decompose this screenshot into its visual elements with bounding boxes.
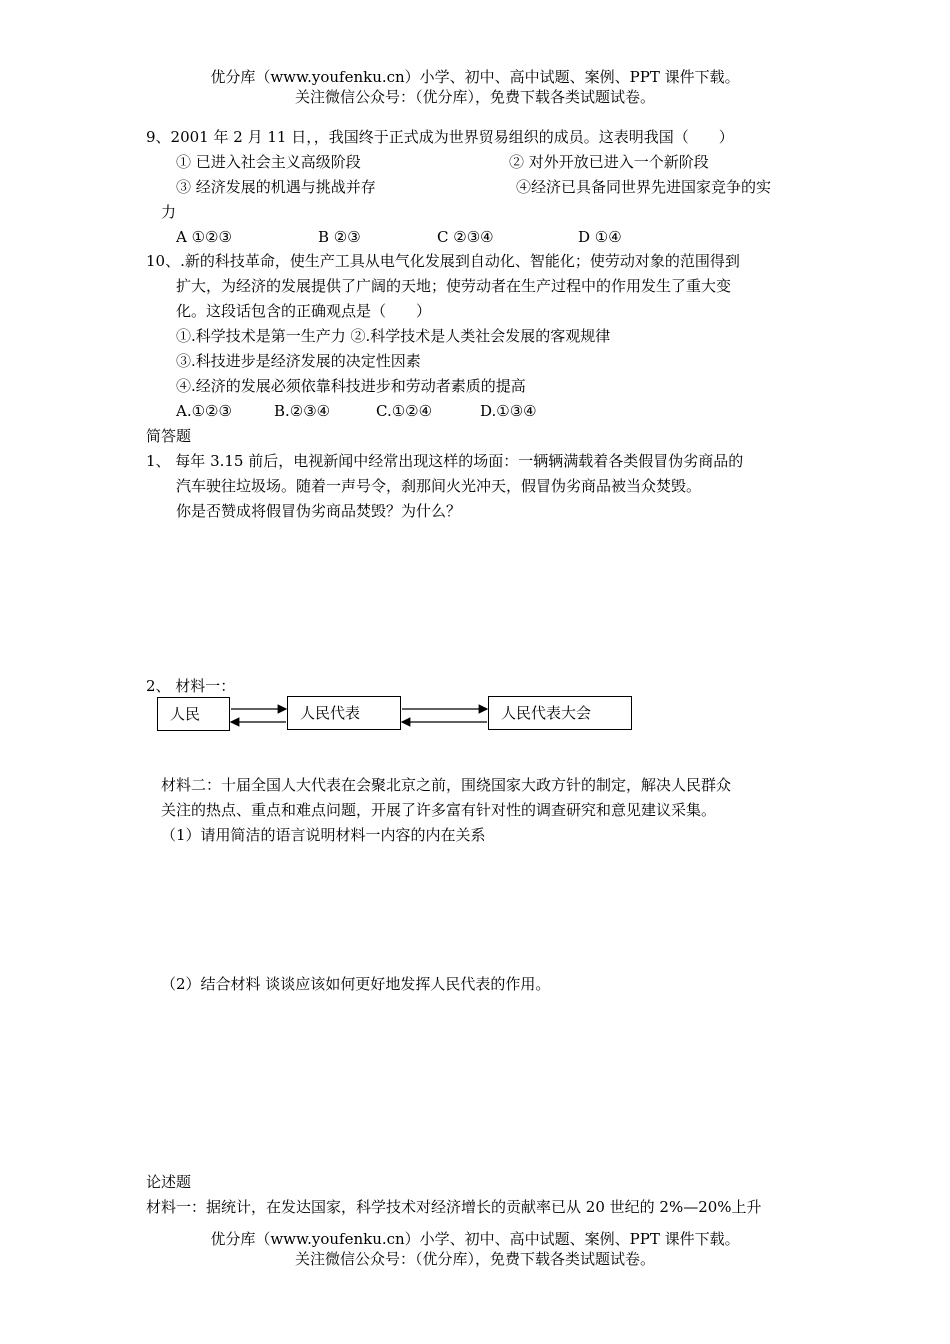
- sa-q1-line-2: 汽车驶往垃圾场。随着一声号令，刹那间火光冲天，假冒伪劣商品被当众焚毁。: [176, 477, 702, 495]
- q9-choice-a: A ①②③: [176, 228, 232, 246]
- essay-material-1-line-1: 材料一：据统计，在发达国家，科学技术对经济增长的贡献率已从 20 世纪的 2%—20%上升: [146, 1198, 762, 1216]
- sa-material-2-line-2: 关注的热点、重点和难点问题，开展了许多富有针对性的调查研究和意见建议采集。: [161, 801, 717, 819]
- q10-option-3: ④.经济的发展必须依靠科技进步和劳动者素质的提高: [176, 377, 526, 395]
- q9-option-4: ④经济已具备同世界先进国家竞争的实: [516, 178, 772, 196]
- sa-q2-material-1-label: 2、 材料一：: [146, 677, 236, 695]
- q9-choice-c: C ②③④: [437, 228, 494, 246]
- footer-line-2: 关注微信公众号：（优分库），免费下载各类试题试卷。: [294, 1250, 655, 1268]
- q10-line-3: 化。这段话包含的正确观点是（ ）: [176, 302, 432, 320]
- q10-line-2: 扩大，为经济的发展提供了广阔的天地；使劳动者在生产过程中的作用发生了重大变: [176, 277, 732, 295]
- sa-sub-question-1: （1）请用简洁的语言说明材料一内容的内在关系: [161, 826, 486, 844]
- q9-option-4-cont: 力: [161, 203, 177, 221]
- header-line-2: 关注微信公众号：（优分库），免费下载各类试题试卷。: [294, 88, 655, 106]
- q9-choice-b: B ②③: [318, 228, 361, 246]
- q10-choice-a: A.①②③: [176, 402, 232, 420]
- short-answer-heading: 简答题: [146, 427, 192, 445]
- q9-option-3: ③ 经济发展的机遇与挑战并存: [176, 178, 376, 196]
- essay-heading: 论述题: [146, 1173, 192, 1191]
- q10-choice-d: D.①③④: [480, 402, 537, 420]
- diagram-box-congress-label: 人民代表大会: [501, 704, 592, 722]
- sa-q1-line-1: 1、 每年 3.15 前后，电视新闻中经常出现这样的场面：一辆辆满载着各类假冒伪劣商品的: [146, 452, 744, 470]
- q10-line-1: 10、.新的科技革命，使生产工具从电气化发展到自动化、智能化；使劳动对象的范围得到: [146, 252, 740, 270]
- sa-sub-question-2: （2）结合材料 谈谈应该如何更好地发挥人民代表的作用。: [161, 975, 551, 993]
- q9-choice-d: D ①④: [578, 228, 622, 246]
- q9-option-1: ① 已进入社会主义高级阶段: [176, 153, 361, 171]
- q10-choice-c: C.①②④: [376, 402, 433, 420]
- q10-option-2: ③.科技进步是经济发展的决定性因素: [176, 352, 421, 370]
- footer-line-1: 优分库（www.youfenku.cn）小学、初中、高中试题、案例、PPT 课件下载。: [210, 1230, 740, 1248]
- sa-material-2-line-1: 材料二：十届全国人大代表在会聚北京之前，围绕国家大政方针的制定，解决人民群众: [161, 776, 732, 794]
- q10-option-1: ①.科学技术是第一生产力 ②.科学技术是人类社会发展的客观规律: [176, 327, 611, 345]
- q9-stem: 9、2001 年 2 月 11 日，，我国终于正式成为世界贸易组织的成员。这表明我国（ ）: [146, 128, 734, 146]
- q9-option-2: ② 对外开放已进入一个新阶段: [509, 153, 709, 171]
- q10-choice-b: B.②③④: [274, 402, 331, 420]
- diagram-box-representatives-label: 人民代表: [300, 704, 361, 722]
- diagram-box-people-label: 人民: [170, 705, 201, 723]
- header-line-1: 优分库（www.youfenku.cn）小学、初中、高中试题、案例、PPT 课件下载。: [210, 68, 740, 86]
- sa-q1-line-3: 你是否赞成将假冒伪劣商品焚毁？为什么？: [176, 502, 462, 520]
